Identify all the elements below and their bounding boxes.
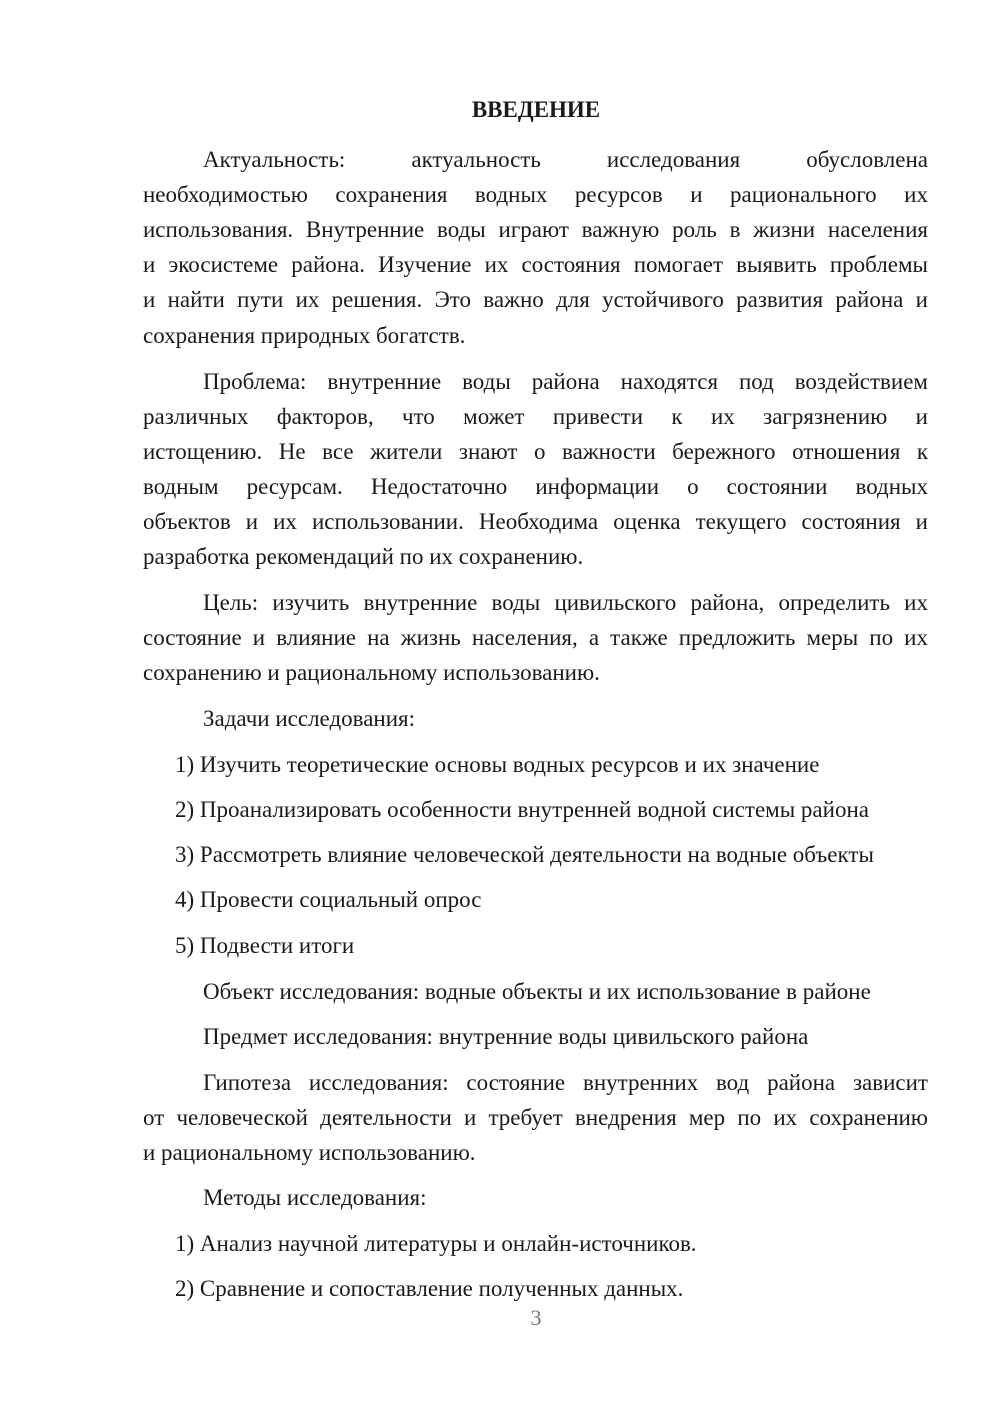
text-line: сохранению и рациональному использованию. (143, 660, 600, 685)
text-line: состояние и влияние на жизнь населения, а также предложить меры по их (143, 625, 928, 650)
page-number: 3 (530, 1305, 542, 1330)
text-line: водным ресурсам. Недостаточно информации о состоянии водных (143, 474, 928, 499)
list-item: 2) Сравнение и сопоставление полученных данных. (175, 1276, 684, 1301)
tasks-heading: Задачи исследования: (203, 706, 416, 731)
list-item: 1) Изучить теоретические основы водных ресурсов и их значение (175, 752, 820, 777)
methods-heading: Методы исследования: (203, 1185, 427, 1210)
text-line: и рациональному использованию. (143, 1140, 476, 1165)
list-item: 3) Рассмотреть влияние человеческой деятельности на водные объекты (175, 842, 874, 867)
text-line: Цель: изучить внутренние воды цивильского района, определить их (203, 590, 928, 615)
text-line: и найти пути их решения. Это важно для устойчивого развития района и (143, 287, 928, 312)
text-line: от человеческой деятельности и требует внедрения мер по их сохранению (143, 1105, 928, 1130)
text-line: объектов и их использовании. Необходима оценка текущего состояния и (143, 509, 928, 534)
text-line: Гипотеза исследования: состояние внутренних вод района зависит (203, 1070, 928, 1095)
text-line: различных факторов, что может привести к их загрязнению и (143, 404, 928, 429)
text-line: сохранения природных богатств. (143, 323, 466, 348)
text-line: разработка рекомендаций по их сохранению. (143, 544, 584, 569)
page-title: ВВЕДЕНИЕ (471, 97, 601, 122)
text-line: необходимостью сохранения водных ресурсов и рационального их (143, 182, 928, 207)
text-line: использования. Внутренние воды играют важную роль в жизни населения (143, 217, 928, 242)
text-line: Проблема: внутренние воды района находятся под воздействием (203, 369, 928, 394)
list-item: 5) Подвести итоги (175, 933, 355, 958)
list-item: 2) Проанализировать особенности внутренней водной системы района (175, 797, 869, 822)
text-line: Актуальность: актуальность исследования обусловлена (203, 147, 928, 172)
text-line: и экосистеме района. Изучение их состояния помогает выявить проблемы (143, 252, 928, 277)
research-object: Объект исследования: водные объекты и их использование в районе (203, 979, 871, 1004)
list-item: 4) Провести социальный опрос (175, 887, 482, 912)
list-item: 1) Анализ научной литературы и онлайн-источников. (175, 1231, 697, 1256)
text-line: истощению. Не все жители знают о важности бережного отношения к (143, 439, 928, 464)
research-subject: Предмет исследования: внутренние воды цивильского района (203, 1024, 809, 1049)
